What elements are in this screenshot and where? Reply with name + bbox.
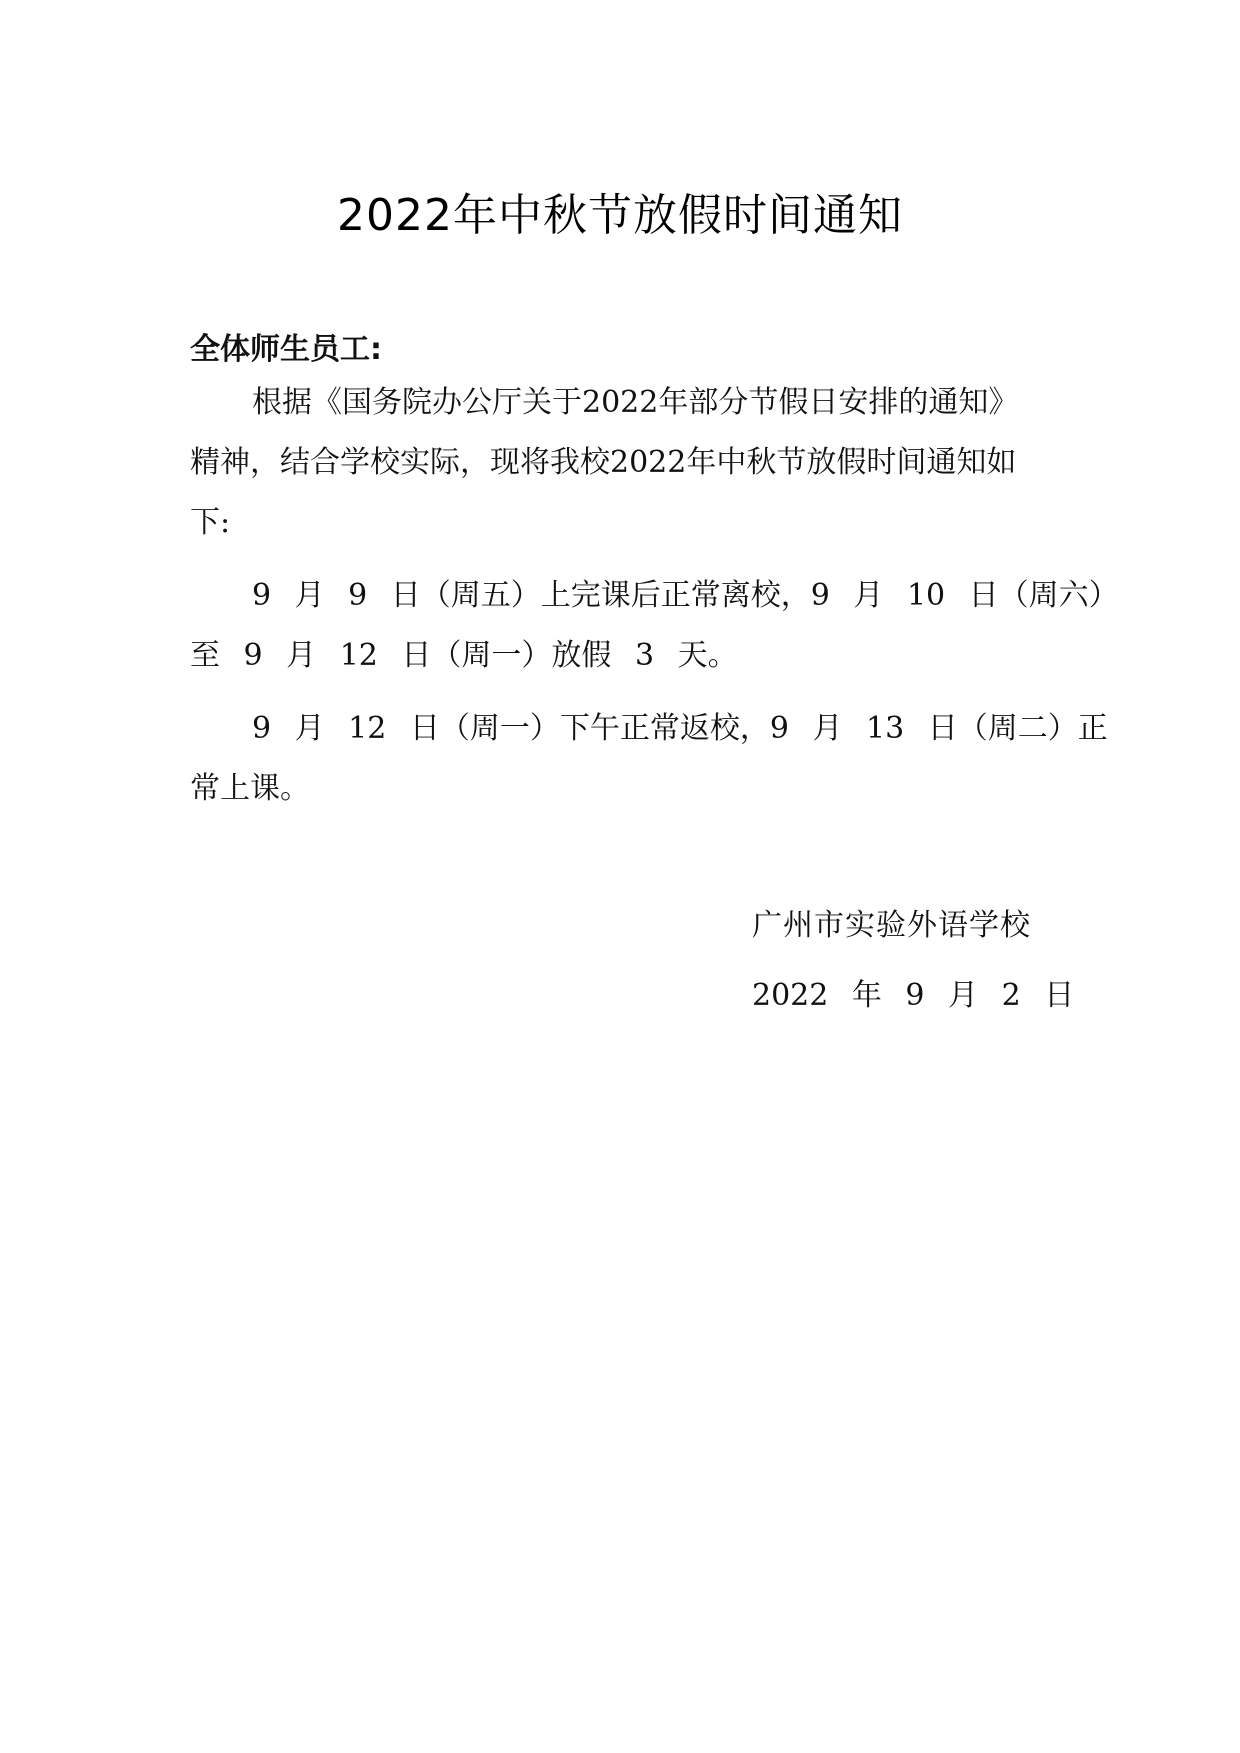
paragraph-3-line-1: 9 月 12 日（周一）下午正常返校，9 月 13 日（周二）正 (252, 711, 1108, 746)
paragraph-2-line-1: 9 月 9 日（周五）上完课后正常离校，9 月 10 日（周六） (252, 578, 1119, 613)
paragraph-2-line-2: 至 9 月 12 日（周一）放假 3 天。 (190, 638, 738, 673)
signature-organization: 广州市实验外语学校 (752, 908, 1031, 943)
paragraph-1-line-2: 精神，结合学校实际，现将我校2022年中秋节放假时间通知如 (190, 445, 1017, 480)
paragraph-3-line-2: 常上课。 (190, 771, 310, 806)
document-title: 2022年中秋节放假时间通知 (337, 190, 903, 241)
signature-date: 2022 年 9 月 2 日 (752, 978, 1075, 1013)
paragraph-1-line-3: 下: (190, 505, 231, 540)
paragraph-1-line-1: 根据《国务院办公厅关于2022年部分节假日安排的通知》 (252, 385, 1019, 420)
salutation: 全体师生员工: (190, 332, 382, 367)
